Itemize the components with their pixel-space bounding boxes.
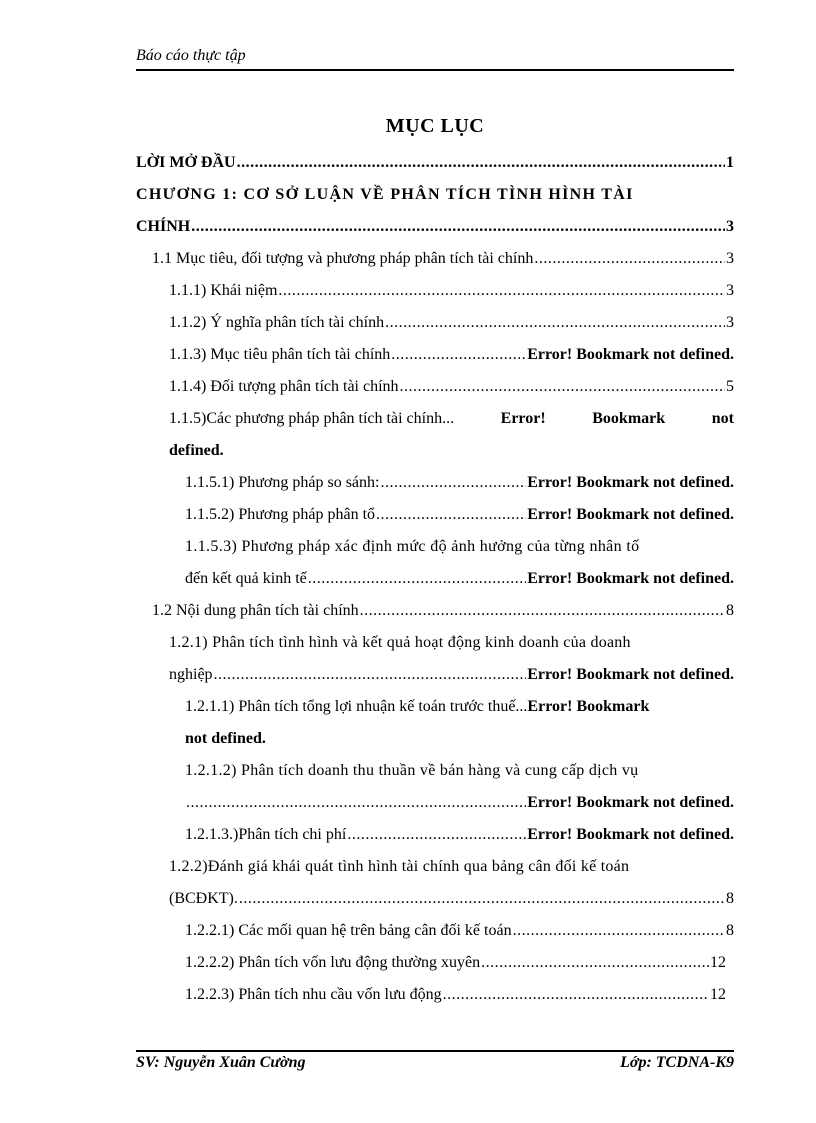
toc-entry[interactable] — [136, 179, 734, 211]
toc-entry-text: CHÍNH — [136, 218, 191, 235]
dot-leader — [513, 915, 725, 947]
toc-entry-continuation[interactable] — [136, 723, 734, 755]
dot-leader — [380, 467, 526, 499]
toc-entry-page: Error! Bookmark not defined. — [527, 346, 734, 363]
toc-entry-page: Error! Bookmark — [527, 698, 650, 715]
dot-leader — [239, 883, 725, 915]
dot-leader — [400, 371, 725, 403]
dot-leader — [385, 307, 725, 339]
toc-entry[interactable] — [136, 339, 734, 371]
toc-entry-page: 1 — [726, 154, 734, 171]
toc-entry[interactable] — [136, 851, 734, 883]
dot-leader — [534, 243, 725, 275]
toc-entry-text: 1.1.3) Mục tiêu phân tích tài chính — [169, 346, 391, 363]
toc-entry-page: Error! Bookmark not defined. — [527, 506, 734, 523]
toc-entry-text: 1.2.2.2) Phân tích vốn lưu động thường xuyên — [185, 954, 481, 971]
toc-entry-page: 3 — [726, 218, 734, 235]
toc-entry-page: 8 — [726, 602, 734, 619]
toc-entry-continuation[interactable] — [136, 787, 734, 819]
toc-entry-page: Error! Bookmark not defined. — [527, 474, 734, 491]
page-footer — [136, 1054, 734, 1078]
toc-entry-page: 12 — [710, 954, 726, 971]
toc-entry-continuation[interactable] — [136, 563, 734, 595]
toc-entry-continuation[interactable] — [136, 659, 734, 691]
dot-leader — [186, 787, 526, 819]
footer-class: Lớp: TCDNA-K9 — [620, 1054, 734, 1071]
toc-entry-text: 1.1.5.2) Phương pháp phân tổ — [185, 506, 376, 523]
dot-leader — [347, 819, 526, 851]
toc-entry[interactable] — [136, 627, 734, 659]
toc-entry-page: 3 — [726, 314, 734, 331]
dot-leader — [391, 339, 526, 371]
toc-entry-text: 1.1 Mục tiêu, đối tượng và phương pháp phân tích tài chính — [152, 250, 534, 267]
toc-entry-text: LỜI MỞ ĐẦU — [136, 154, 236, 171]
page-header: Báo cáo thực tập — [136, 47, 246, 64]
toc-entry-page: not — [711, 410, 734, 427]
toc-entry-page: Error! Bookmark not defined. — [527, 666, 734, 683]
toc-entry[interactable] — [136, 819, 734, 851]
toc-entry[interactable] — [136, 275, 734, 307]
toc-entry-page: 3 — [726, 250, 734, 267]
dot-leader — [214, 659, 527, 691]
toc-entry-page: 5 — [726, 378, 734, 395]
toc-entry[interactable] — [136, 947, 734, 979]
toc-entry-text: đến kết quả kinh tế — [185, 570, 307, 587]
footer-student-name: SV: Nguyễn Xuân Cường — [136, 1054, 306, 1071]
toc-entry[interactable] — [136, 915, 734, 947]
toc-entry-text: 1.2.2.1) Các mối quan hệ trên bảng cân đối kế toán — [185, 922, 512, 939]
toc-entry-page: 12 — [710, 986, 726, 1003]
toc-entry[interactable] — [136, 371, 734, 403]
toc-entry-text: 1.2.1.1) Phân tích tổng lợi nhuận kế toán trước thuế... — [185, 698, 528, 715]
toc-entry-text: 1.1.5.1) Phương pháp so sánh: — [185, 474, 380, 491]
toc-entry-page: Bookmark — [592, 410, 666, 427]
dot-leader — [191, 211, 725, 243]
toc-entry-page: defined. — [169, 442, 224, 459]
toc-entry-continuation[interactable] — [136, 435, 734, 467]
toc-title: MỤC LỤC — [385, 115, 485, 137]
toc-entry-page: Error! Bookmark not defined. — [527, 826, 734, 843]
toc-entry-page: Error! — [500, 410, 546, 427]
dot-leader — [360, 595, 725, 627]
toc-entry-continuation[interactable] — [136, 211, 734, 243]
toc-entry[interactable] — [136, 499, 734, 531]
dot-leader — [443, 979, 709, 1011]
toc-entry-text: 1.1.5.3) Phương pháp xác định mức độ ảnh hưởng của từng nhân tố — [185, 538, 640, 555]
toc-entry-text: 1.2.2)Đánh giá khái quát tình hình tài chính qua bảng cân đối kế toán — [169, 858, 630, 875]
toc-entry[interactable] — [136, 307, 734, 339]
dot-leader — [376, 499, 526, 531]
toc-entry-text: 1.2.1.3.)Phân tích chi phí — [185, 826, 347, 843]
dot-leader — [237, 147, 725, 179]
toc-entry-text: 1.1.2) Ý nghĩa phân tích tài chính — [169, 314, 385, 331]
toc-entry-text: CHƯƠNG 1: CƠ SỞ LUẬN VỀ PHÂN TÍCH TÌNH HÌNH TÀI — [136, 186, 634, 203]
toc-entry[interactable] — [136, 755, 734, 787]
dot-leader — [481, 947, 709, 979]
toc-entry[interactable] — [136, 467, 734, 499]
toc-entry-page: 3 — [726, 282, 734, 299]
toc-entry[interactable] — [136, 147, 734, 179]
toc-entry-text: 1.2.1) Phân tích tình hình và kết quả hoạt động kinh doanh của doanh — [169, 634, 631, 651]
toc-entry-page: Error! Bookmark not defined. — [527, 794, 734, 811]
toc-entry[interactable] — [136, 531, 734, 563]
dot-leader — [308, 563, 526, 595]
footer-divider — [136, 1050, 734, 1052]
toc-entry-text: nghiệp — [169, 666, 213, 683]
toc-entry-text: 1.2 Nội dung phân tích tài chính — [152, 602, 359, 619]
toc-entry[interactable] — [136, 979, 734, 1011]
dot-leader — [278, 275, 725, 307]
toc-entry[interactable] — [136, 595, 734, 627]
toc-entry-continuation[interactable] — [136, 883, 734, 915]
header-divider — [136, 69, 734, 71]
toc-entry-text: (BCĐKT). — [169, 890, 238, 907]
toc-entry-page: Error! Bookmark not defined. — [527, 570, 734, 587]
toc-entry-text: 1.1.4) Đối tượng phân tích tài chính — [169, 378, 399, 395]
toc-entry-text: 1.1.1) Khái niệm — [169, 282, 278, 299]
table-of-contents — [136, 147, 734, 1011]
toc-entry-text: 1.1.5)Các phương pháp phân tích tài chính... — [169, 410, 455, 427]
toc-entry-text: 1.2.1.2) Phân tích doanh thu thuần về bán hàng và cung cấp dịch vụ — [185, 762, 639, 779]
toc-entry-page: 8 — [726, 922, 734, 939]
toc-entry[interactable] — [136, 403, 734, 435]
toc-entry-page: 8 — [726, 890, 734, 907]
toc-entry[interactable] — [136, 691, 734, 723]
toc-entry-page: not defined. — [185, 730, 266, 747]
toc-entry-text: 1.2.2.3) Phân tích nhu cầu vốn lưu động — [185, 986, 442, 1003]
toc-entry[interactable] — [136, 243, 734, 275]
